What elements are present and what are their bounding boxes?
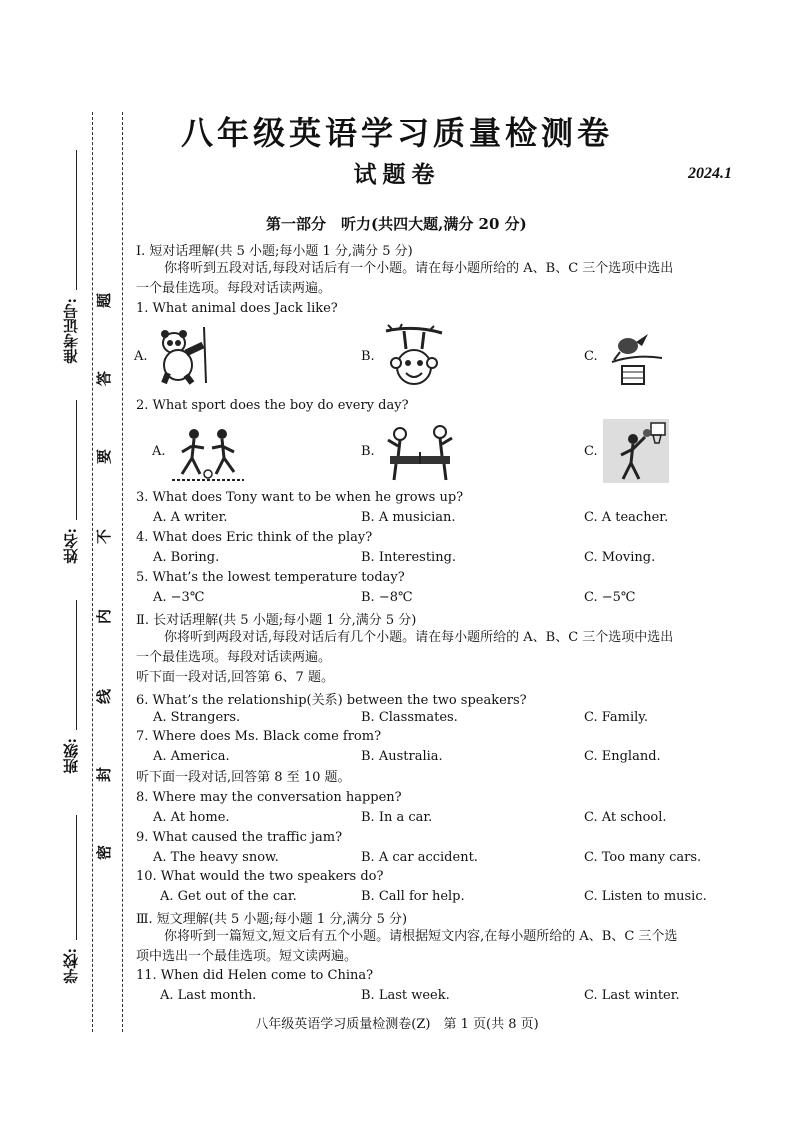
q10-text: 10. What would the two speakers do? xyxy=(136,869,384,884)
q2-text: 2. What sport does the boy do every day? xyxy=(136,398,409,413)
football-players-image xyxy=(172,426,244,482)
q2-option-c[interactable]: C. xyxy=(584,444,598,459)
seal-char: 线 xyxy=(95,688,114,705)
table-tennis-image xyxy=(384,424,456,482)
q10-option-c[interactable]: C. Listen to music. xyxy=(584,889,707,904)
sidebar-name-label: 姓名: xyxy=(62,528,80,564)
binding-dashed-line-outer xyxy=(92,112,93,1032)
q11-text: 11. When did Helen come to China? xyxy=(136,968,374,983)
sidebar-name-line[interactable] xyxy=(76,400,77,520)
q10-option-a[interactable]: A. Get out of the car. xyxy=(160,889,297,904)
exam-subtitle: 试题卷 xyxy=(353,161,441,188)
sidebar-class-label: 班级: xyxy=(62,738,80,774)
seal-char: 题 xyxy=(95,292,114,309)
exam-date: 2024.1 xyxy=(688,165,732,182)
exam-title: 八年级英语学习质量检测卷 xyxy=(180,114,613,152)
q3-option-c[interactable]: C. A teacher. xyxy=(584,510,669,525)
q9-option-b[interactable]: B. A car accident. xyxy=(361,850,478,865)
seal-char: 封 xyxy=(95,766,114,783)
panda-image xyxy=(148,323,210,385)
section1-instr-2: 一个最佳选项。每段对话读两遍。 xyxy=(136,281,332,296)
q4-option-a[interactable]: A. Boring. xyxy=(153,550,220,565)
q3-text: 3. What does Tony want to be when he grows up? xyxy=(136,490,464,505)
section3-instr-2: 项中选出一个最佳选项。短文读两遍。 xyxy=(136,949,358,964)
seal-char: 内 xyxy=(95,608,114,625)
q6-option-b[interactable]: B. Classmates. xyxy=(361,710,458,725)
q7-text: 7. Where does Ms. Black come from? xyxy=(136,729,382,744)
q2-option-a[interactable]: A. xyxy=(152,444,166,459)
q11-option-a[interactable]: A. Last month. xyxy=(160,988,257,1003)
q1-option-b[interactable]: B. xyxy=(361,349,375,364)
q8-text: 8. Where may the conversation happen? xyxy=(136,790,402,805)
q5-option-a[interactable]: A. −3℃ xyxy=(153,590,205,605)
section1-instr-1: 你将听到五段对话,每段对话后有一个小题。请在每小题所给的 A、B、C 三个选项中选出 xyxy=(164,261,674,276)
binding-dashed-line-inner xyxy=(122,112,123,1032)
q2-option-b[interactable]: B. xyxy=(361,444,375,459)
monkey-image xyxy=(382,323,446,389)
q10-option-b[interactable]: B. Call for help. xyxy=(361,889,465,904)
q9-option-a[interactable]: A. The heavy snow. xyxy=(153,850,279,865)
q6-text: 6. What’s the relationship(关系) between the two speakers? xyxy=(136,693,527,708)
q1-text: 1. What animal does Jack like? xyxy=(136,301,338,316)
part1-heading: 第一部分 听力(共四大题,满分 20 分) xyxy=(266,215,527,233)
q11-option-b[interactable]: B. Last week. xyxy=(361,988,450,1003)
q9-option-c[interactable]: C. Too many cars. xyxy=(584,850,702,865)
section2-dialog1-intro: 听下面一段对话,回答第 6、7 题。 xyxy=(136,670,334,685)
section3-instr-1: 你将听到一篇短文,短文后有五个小题。请根据短文内容,在每小题所给的 A、B、C 三个选 xyxy=(164,929,678,944)
q7-option-a[interactable]: A. America. xyxy=(153,749,230,764)
q3-option-a[interactable]: A. A writer. xyxy=(153,510,228,525)
sidebar-exam-no-label: 准考证号: xyxy=(62,298,80,364)
q3-option-b[interactable]: B. A musician. xyxy=(361,510,456,525)
q4-option-c[interactable]: C. Moving. xyxy=(584,550,656,565)
q9-text: 9. What caused the traffic jam? xyxy=(136,830,343,845)
q7-option-b[interactable]: B. Australia. xyxy=(361,749,443,764)
q1-option-c[interactable]: C. xyxy=(584,349,598,364)
q5-text: 5. What’s the lowest temperature today? xyxy=(136,570,405,585)
seal-char: 答 xyxy=(95,370,114,387)
sidebar-school-line[interactable] xyxy=(76,815,77,940)
seal-char: 要 xyxy=(95,448,114,465)
section3-title: Ⅲ. 短文理解(共 5 小题;每小题 1 分,满分 5 分) xyxy=(136,912,408,927)
q6-option-c[interactable]: C. Family. xyxy=(584,710,649,725)
q11-option-c[interactable]: C. Last winter. xyxy=(584,988,680,1003)
q5-option-c[interactable]: C. −5℃ xyxy=(584,590,636,605)
sidebar-class-line[interactable] xyxy=(76,600,77,730)
section2-title: Ⅱ. 长对话理解(共 5 小题;每小题 1 分,满分 5 分) xyxy=(136,613,417,628)
q7-option-c[interactable]: C. England. xyxy=(584,749,661,764)
section2-instr-2: 一个最佳选项。每段对话读两遍。 xyxy=(136,650,332,665)
sidebar-school-label: 学校: xyxy=(62,948,80,984)
section2-instr-1: 你将听到两段对话,每段对话后有几个小题。请在每小题所给的 A、B、C 三个选项中选出 xyxy=(164,630,674,645)
seal-char: 不 xyxy=(95,528,114,545)
seal-char: 密 xyxy=(95,844,114,861)
section2-dialog2-intro: 听下面一段对话,回答第 8 至 10 题。 xyxy=(136,770,351,785)
basketball-image xyxy=(603,419,669,483)
q4-text: 4. What does Eric think of the play? xyxy=(136,530,373,545)
q8-option-c[interactable]: C. At school. xyxy=(584,810,667,825)
q8-option-a[interactable]: A. At home. xyxy=(153,810,230,825)
q1-option-a[interactable]: A. xyxy=(134,349,148,364)
q4-option-b[interactable]: B. Interesting. xyxy=(361,550,457,565)
q5-option-b[interactable]: B. −8℃ xyxy=(361,590,413,605)
q6-option-a[interactable]: A. Strangers. xyxy=(153,710,241,725)
page-footer: 八年级英语学习质量检测卷(Z) 第 1 页(共 8 页) xyxy=(255,1017,539,1032)
q8-option-b[interactable]: B. In a car. xyxy=(361,810,433,825)
section1-title: Ⅰ. 短对话理解(共 5 小题;每小题 1 分,满分 5 分) xyxy=(136,244,413,259)
bird-image xyxy=(608,328,664,388)
